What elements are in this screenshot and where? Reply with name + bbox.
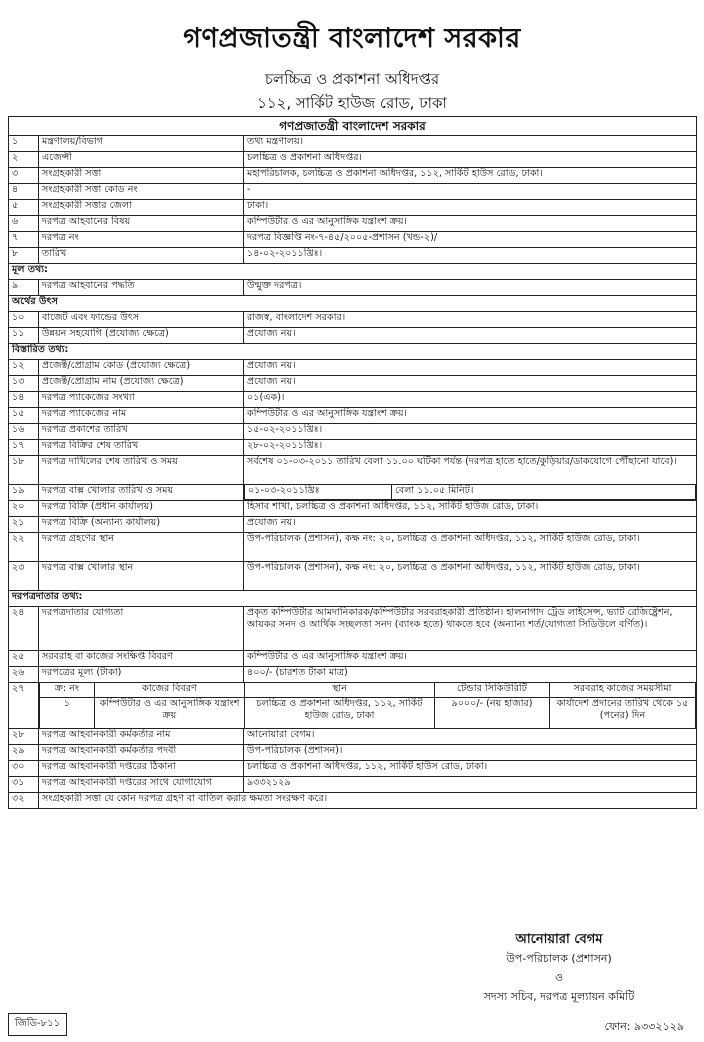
section-heading: দরপত্রদাতার তথ্য: (9, 591, 697, 607)
table-row: ২৩ দরপত্র বাক্স খোলার স্থান উপ-পরিচালক (প্রশাসন), কক্ষ নং: ২০, চলচ্চিত্র ও প্রকাশনা অধিদপ্তর, ১১২, সার্কিট হাউজ রোড, ঢাকা। (9, 562, 697, 591)
section-heading: অর্থের উৎস (9, 296, 697, 312)
table-row: ৪ সংগ্রহকারী সত্তা কোড নং - (9, 184, 697, 200)
table-row: ১১ উন্নয়ন সহযোগি (প্রযোজ্য ক্ষেত্রে) প্রযোজ্য নয়। (9, 328, 697, 344)
signatory-title: উপ-পরিচালক (প্রশাসন) (506, 952, 612, 965)
table-row: ১৭ দরপত্র বিক্রির শেষ তারিখ ২৮-০২-২০১১খ্রিঃ। (9, 440, 697, 456)
signatory-name: আনোয়ারা বেগম (515, 932, 603, 947)
table-row: ৬ দরপত্র আহবানের বিষয় কম্পিউটার ও এর আনুসাঙ্গিক যন্ত্রাংশ ক্রয়। (9, 216, 697, 232)
signature-block (434, 930, 684, 1006)
table-row: ৯ দরপত্র আহবানের পদ্ধতি উন্মুক্ত দরপত্র। (9, 280, 697, 296)
table-row: ২৭ ক্র: নং কাজের বিবরণ স্থান টেন্ডার সিকিউরিটি সরবরাহ কাজের সময়সীমা ১ কম্পিউটার ও এর আনুসাঙ্গিক যন্ত্রাংশ ক্রয় চলচ্চিত্র ও প্রকাশনা অধিদপ্তর, ১১২, সার্কিট হাউজ রোড, ঢাকা ৯০০০/- (নয় হাজার) কার্যাদেশ প্রদানের তারিখ থেকে ১৫ (পনের) দিন (9, 683, 697, 729)
table-row: ১০ বাজেট এবং ফান্ডের উৎস রাজস্ব, বাংলাদেশ সরকার। (9, 312, 697, 328)
table-row: ১৯ দরপত্র বাক্স খোলার তারিখ ও সময় ০১-০৩-২০১১খ্রিঃ বেলা ১১.০৫ মিনিট। (9, 485, 697, 501)
table-row: ১ মন্ত্রণালয়/বিভাগ তথ্য মন্ত্রণালয়। (9, 136, 697, 152)
table-row: ৩ সংগ্রহকারী সত্তা মহাপরিচালক, চলচ্চিত্র ও প্রকাশনা অধিদপ্তর, ১১২, সার্কিট হাউস রোড, ঢাকা। (9, 168, 697, 184)
package-table (39, 683, 696, 729)
table-row: ২৫ সরবরাহ বা কাজের সংক্ষিপ্ত বিবরণ কম্পিউটার ও এর আনুসাঙ্গিক যন্ত্রাংশ ক্রয়। (9, 651, 697, 667)
table-row: ১৩ প্রজেক্ট/প্রোগ্রাম নাম (প্রযোজ্য ক্ষেত্রে) প্রযোজ্য নয়। (9, 376, 697, 392)
table-row: ১৮ দরপত্র দাখিলের শেষ তারিখ ও সময় সর্বশেষ ০১-০৩-২০১১ তারিখ বেলা ১১.০০ ঘটিকা পর্যন্ত (দরপত্র হাতে হাতে/কুড়িয়ার/ডাকযোগে পৌঁছানো যাবে)। (9, 456, 697, 485)
table-row: ৫ সংগ্রহকারী সত্তার জেলা ঢাকা। (9, 200, 697, 216)
table-row: ৩০ দরপত্র আহবানকারী দপ্তরের ঠিকানা চলচ্চিত্র ও প্রকাশনা অধিদপ্তর, ১১২, সার্কিট হাউস রোড, ঢাকা। (9, 761, 697, 777)
table-row: ২০ দরপত্র বিক্রি (প্রধান কার্যালয়) হিসাব শাখা, চলচ্চিত্র ও প্রকাশনা অধিদপ্তর, ১১২, সার্কিট হাউজ রোড, ঢাকা। (9, 501, 697, 517)
section-heading: বিস্তারিত তথ্য: (9, 344, 697, 360)
section-heading: মূল তথ্য: (9, 264, 697, 280)
table-row: ২১ দরপত্র বিক্রি (অন্যান্য কার্যালয়) প্রযোজ্য নয়। (9, 517, 697, 533)
table-row: ৭ দরপত্র নং দরপত্র বিজ্ঞপ্তি নং-৭-৪৫/২০০৫-প্রশাসন (খন্ড-২)/ (9, 232, 697, 248)
table-title: গণপ্রজাতন্ত্রী বাংলাদেশ সরকার (9, 117, 697, 136)
table-row: ২৪ দরপত্রদাতার যোগ্যতা প্রকৃত কম্পিউটার আমদানিকারক/কম্পিউটার সরবরাহকারী প্রতিষ্ঠান। হালনাগাদ ট্রেড লাইসেন্স, ভ্যাট রেজিষ্ট্রেশন, আয়কর সনদ ও আর্থিক সচ্ছলতা সনদ (ব্যাংক হতে) থাকতে হবে (অন্যান্য শর্ত/যোগ্যতা সিডিউলে বর্ণিত)। (9, 607, 697, 651)
opening-datetime: ০১-০৩-২০১১খ্রিঃ বেলা ১১.০৫ মিনিট। (244, 485, 696, 501)
header-office: চলচ্চিত্র ও প্রকাশনা অধিদপ্তর (264, 70, 440, 88)
table-row: ৮ তারিখ ১৪-০২-২০১১খ্রিঃ। (9, 248, 697, 264)
table-row: ১৫ দরপত্র প্যাকেজের নাম কম্পিউটার ও এর আনুসাঙ্গিক যন্ত্রাংশ ক্রয়। (9, 408, 697, 424)
table-row: ২৯ দরপত্র আহবানকারী কর্মকর্তার পদবী উপ-পরিচালক (প্রশাসন)। (9, 745, 697, 761)
tender-table (8, 116, 697, 809)
table-row: ৩২ সংগ্রহকারী সত্তা যে কোন দরপত্র গ্রহণ বা বাতিল করার ক্ষমতা সংরক্ষণ করে। (9, 793, 697, 809)
package-table-header: ক্র: নং কাজের বিবরণ স্থান টেন্ডার সিকিউরিটি সরবরাহ কাজের সময়সীমা (40, 683, 696, 698)
table-row: ৩১ দরপত্র আহবানকারী দপ্তরের সাথে যোগাযোগ ৯৩৩২১২৯ (9, 777, 697, 793)
gd-code: জিডি-৮১১ (8, 1013, 67, 1036)
table-row: ২ এজেন্সী চলচ্চিত্র ও প্রকাশনা অধিদপ্তর। (9, 152, 697, 168)
table-row: ২২ দরপত্র গ্রহণের স্থান উপ-পরিচালক (প্রশাসন), কক্ষ নং: ২০, চলচ্চিত্র ও প্রকাশনা অধিদপ্তর, ১১২, সার্কিট হাউজ রোড, ঢাকা। (9, 533, 697, 562)
header-address: ১১২, সার্কিট হাউজ রোড, ঢাকা (257, 94, 447, 112)
package-table-row: ১ কম্পিউটার ও এর আনুসাঙ্গিক যন্ত্রাংশ ক্রয় চলচ্চিত্র ও প্রকাশনা অধিদপ্তর, ১১২, সার্কিট হাউজ রোড, ঢাকা ৯০০০/- (নয় হাজার) কার্যাদেশ প্রদানের তারিখ থেকে ১৫ (পনের) দিন (40, 698, 696, 729)
header-title: গণপ্রজাতন্ত্রী বাংলাদেশ সরকার (183, 23, 521, 54)
signatory-phone: ফোন: ৯৩৩২১২৯ (604, 1020, 684, 1033)
signatory-role: সদস্য সচিব, দরপত্র মূল্যায়ন কমিটি (483, 990, 635, 1003)
table-row: ১৬ দরপত্র প্রকাশের তারিখ ১৫-০২-২০১১খ্রিঃ। (9, 424, 697, 440)
table-row: ২৬ দরপত্রের মূল্য (টাকা) ৪০০/- (চারশত টাকা মাত্র) (9, 667, 697, 683)
signatory-conj: ও (554, 971, 564, 984)
table-row: ১২ প্রজেক্ট/প্রোগ্রাম কোড (প্রযোজ্য ক্ষেত্রে) প্রযোজ্য নয়। (9, 360, 697, 376)
table-row: ১৪ দরপত্র প্যাকেজের সংখ্যা ০১(এক)। (9, 392, 697, 408)
table-row: ২৮ দরপত্র আহবানকারী কর্মকর্তার নাম আনোয়ারা বেগম। (9, 729, 697, 745)
